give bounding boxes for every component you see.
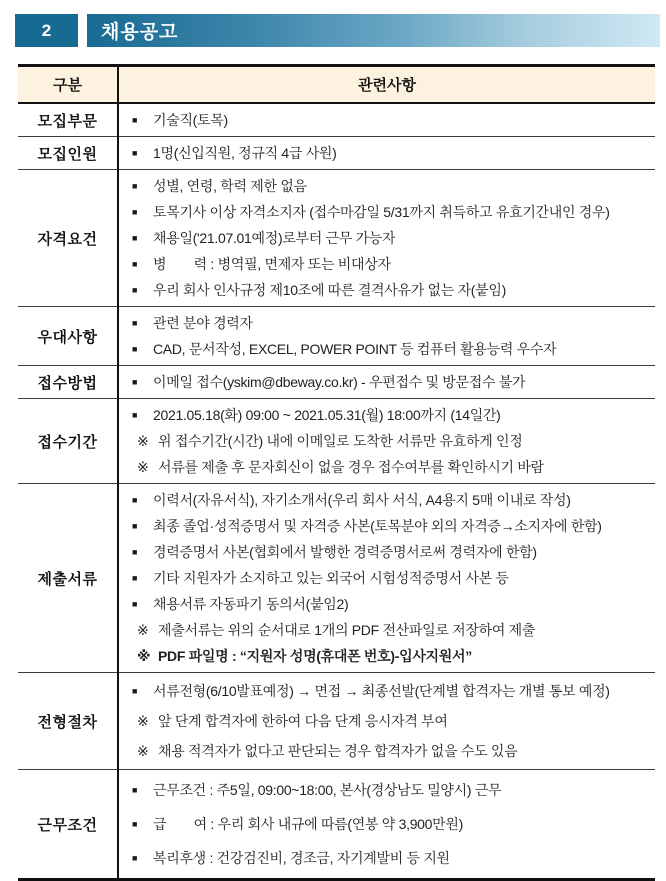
reference-mark-icon: ※ [137, 433, 149, 449]
content-line [132, 225, 651, 251]
line-text: 이메일 접수(yskim@dbeway.co.kr) - 우편접수 및 방문접수 불가 [153, 374, 526, 390]
table-row [18, 673, 655, 770]
content-line [132, 140, 651, 166]
table-row [18, 399, 655, 484]
line-text: 기술직(토목) [153, 112, 228, 128]
bullet-square-icon: ■ [132, 259, 138, 269]
content-line [137, 643, 651, 669]
content-line [137, 706, 651, 736]
row-label: 우대사항 [18, 307, 118, 366]
line-text: 토목기사 이상 자격소지자 (접수마감일 5/31까지 취득하고 유효기간내인 경우) [153, 204, 610, 220]
row-content [118, 770, 655, 880]
content-line [132, 565, 651, 591]
table-row [18, 307, 655, 366]
row-label: 모집인원 [18, 137, 118, 170]
row-label: 모집부문 [18, 103, 118, 137]
bullet-square-icon: ■ [132, 819, 138, 829]
line-text: 경력증명서 사본(협회에서 발행한 경력증명서로써 경력자에 한함) [153, 544, 537, 560]
content-line [132, 310, 651, 336]
line-text: 근무조건 : 주5일, 09:00~18:00, 본사(경상남도 밀양시) 근무 [153, 782, 502, 798]
content-line [132, 773, 651, 807]
row-content [118, 484, 655, 673]
line-text: 복리후생 : 건강검진비, 경조금, 자기계발비 등 지원 [153, 850, 450, 866]
row-content [118, 399, 655, 484]
bullet-square-icon: ■ [132, 785, 138, 795]
bullet-square-icon: ■ [132, 207, 138, 217]
line-text: CAD, 문서작성, EXCEL, POWER POINT 등 컴퓨터 활용능력 우수자 [153, 341, 557, 357]
line-text: 앞 단계 합격자에 한하여 다음 단계 응시자격 부여 [158, 713, 448, 729]
line-text: 채용일('21.07.01예정)로부터 근무 가능자 [153, 230, 396, 246]
table-row [18, 770, 655, 880]
bullet-square-icon: ■ [132, 573, 138, 583]
section-number-badge: 2 [15, 14, 78, 47]
content-line [137, 736, 651, 766]
row-content [118, 673, 655, 770]
section-title: 채용공고 [87, 14, 660, 47]
row-label: 접수기간 [18, 399, 118, 484]
content-line [132, 402, 651, 428]
bullet-square-icon: ■ [132, 853, 138, 863]
content-line [132, 539, 651, 565]
table-row [18, 170, 655, 307]
table-body [18, 103, 655, 880]
line-text: 위 접수기간(시간) 내에 이메일로 도착한 서류만 유효하게 인정 [158, 433, 523, 449]
bullet-square-icon: ■ [132, 686, 138, 696]
row-content [118, 103, 655, 137]
reference-mark-icon: ※ [137, 713, 149, 729]
bullet-square-icon: ■ [132, 285, 138, 295]
bullet-square-icon: ■ [132, 181, 138, 191]
reference-mark-icon: ※ [137, 648, 151, 664]
bullet-square-icon: ■ [132, 521, 138, 531]
row-content [118, 366, 655, 399]
line-text: 급 여 : 우리 회사 내규에 따름(연봉 약 3,900만원) [153, 816, 463, 832]
content-line [132, 369, 651, 395]
bullet-square-icon: ■ [132, 318, 138, 328]
line-text: 2021.05.18(화) 09:00 ~ 2021.05.31(월) 18:00까지 (14일간) [153, 407, 501, 423]
row-label: 제출서류 [18, 484, 118, 673]
content-line [137, 428, 651, 454]
content-line [132, 173, 651, 199]
row-content [118, 170, 655, 307]
row-label: 근무조건 [18, 770, 118, 880]
line-text: 성별, 연령, 학력 제한 없음 [153, 178, 307, 194]
bullet-square-icon: ■ [132, 377, 138, 387]
table-row [18, 103, 655, 137]
header-category: 구분 [18, 66, 118, 104]
table-header [18, 66, 655, 104]
section-banner [15, 14, 660, 47]
row-content [118, 307, 655, 366]
reference-mark-icon: ※ [137, 743, 149, 759]
table-row [18, 484, 655, 673]
banner-gap [78, 14, 87, 47]
row-content [118, 137, 655, 170]
content-line [132, 107, 651, 133]
recruitment-notice-page [0, 14, 666, 876]
recruitment-table [18, 64, 655, 881]
table-row [18, 366, 655, 399]
bullet-square-icon: ■ [132, 495, 138, 505]
row-label: 자격요건 [18, 170, 118, 307]
header-row [18, 66, 655, 104]
header-details: 관련사항 [118, 66, 655, 104]
bullet-square-icon: ■ [132, 410, 138, 420]
bullet-square-icon: ■ [132, 148, 138, 158]
row-label: 접수방법 [18, 366, 118, 399]
bullet-square-icon: ■ [132, 344, 138, 354]
line-text: 제출서류는 위의 순서대로 1개의 PDF 전산파일로 저장하여 제출 [158, 622, 536, 638]
line-text: 채용 적격자가 없다고 판단되는 경우 합격자가 없을 수도 있음 [158, 743, 518, 759]
line-text: 기타 지원자가 소지하고 있는 외국어 시험성적증명서 사본 등 [153, 570, 509, 586]
reference-mark-icon: ※ [137, 459, 149, 475]
content-line [132, 251, 651, 277]
row-label: 전형절차 [18, 673, 118, 770]
line-text: 최종 졸업·성적증명서 및 자격증 사본(토목분야 외의 자격증→소지자에 한함) [153, 518, 602, 534]
reference-mark-icon: ※ [137, 622, 149, 638]
line-text: 채용서류 자동파기 동의서(붙임2) [153, 596, 349, 612]
bullet-square-icon: ■ [132, 547, 138, 557]
bullet-square-icon: ■ [132, 599, 138, 609]
table-row [18, 137, 655, 170]
content-line [132, 487, 651, 513]
content-line [137, 454, 651, 480]
line-text: 이력서(자유서식), 자기소개서(우리 회사 서식, A4용지 5매 이내로 작성) [153, 492, 571, 508]
content-line [132, 676, 651, 706]
line-text: 관련 분야 경력자 [153, 315, 253, 331]
content-line [132, 513, 651, 539]
content-line [132, 277, 651, 303]
content-line [132, 841, 651, 875]
content-line [132, 807, 651, 841]
content-line [132, 199, 651, 225]
content-line [137, 617, 651, 643]
line-text: 1명(신입직원, 정규직 4급 사원) [153, 145, 337, 161]
line-text: 우리 회사 인사규정 제10조에 따른 결격사유가 없는 자(붙임) [153, 282, 506, 298]
line-text: PDF 파일명 : “지원자 성명(휴대폰 번호)-입사지원서” [158, 648, 472, 664]
line-text: 서류를 제출 후 문자회신이 없을 경우 접수여부를 확인하시기 바람 [158, 459, 544, 475]
line-text: 서류전형(6/10발표예정) → 면접 → 최종선발(단계별 합격자는 개별 통보 예정) [153, 683, 610, 699]
line-text: 병 력 : 병역필, 면제자 또는 비대상자 [153, 256, 391, 272]
content-line [132, 336, 651, 362]
bullet-square-icon: ■ [132, 115, 138, 125]
content-line [132, 591, 651, 617]
bullet-square-icon: ■ [132, 233, 138, 243]
